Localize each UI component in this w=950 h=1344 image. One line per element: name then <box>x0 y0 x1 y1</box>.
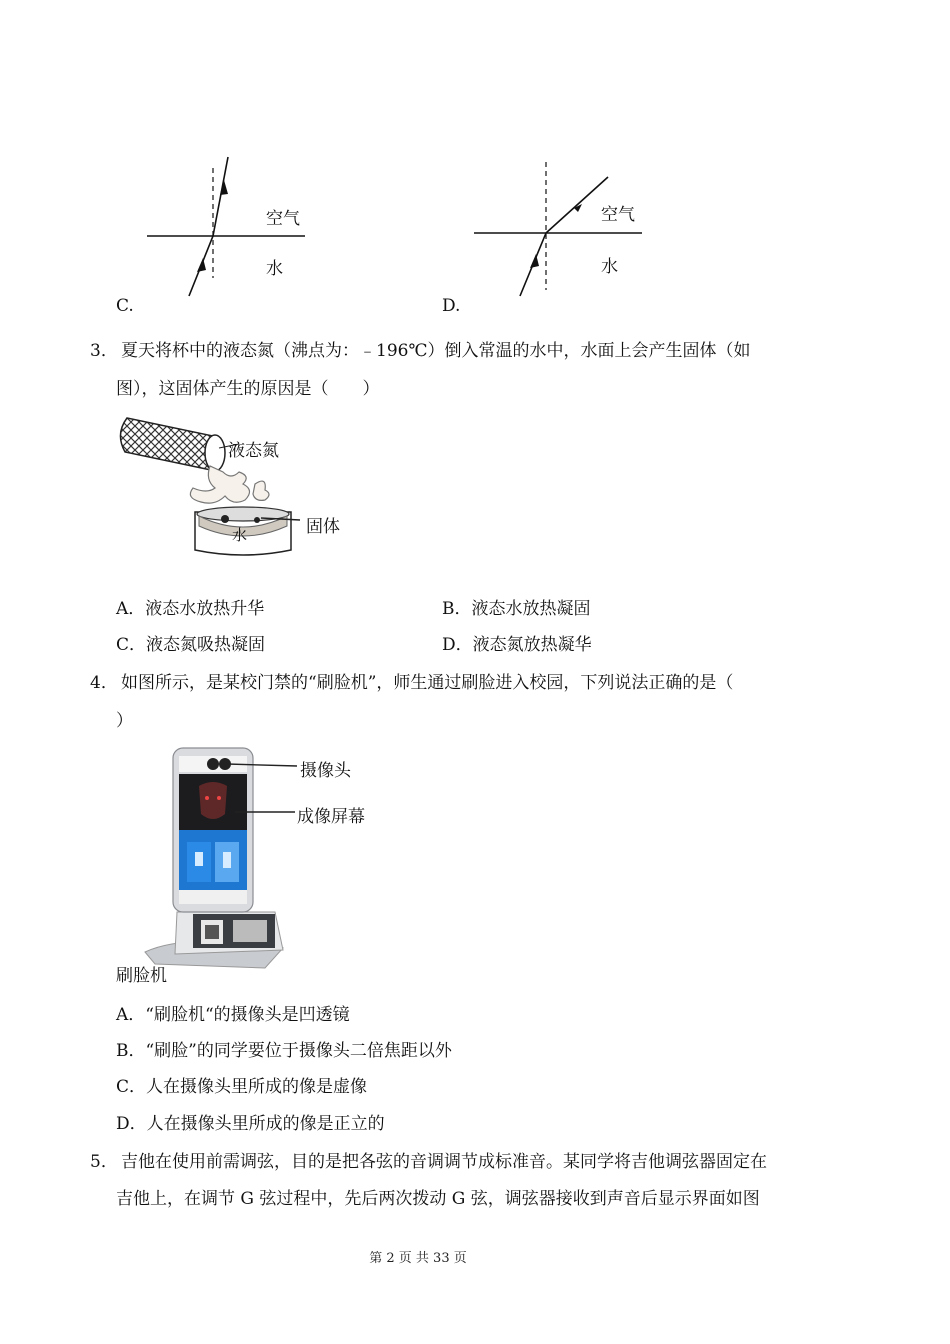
q4-stem-line2: ） <box>116 711 133 731</box>
q4-option-b[interactable]: B．“刷脸”的同学要位于摄像头二倍焦距以外 <box>116 1041 452 1061</box>
q3-label-water: 水 <box>232 526 248 544</box>
q3-option-a[interactable]: A．液态水放热升华 <box>116 599 265 619</box>
q2-option-d-letter: D. <box>442 296 461 316</box>
q2-option-d-diagram <box>470 150 650 300</box>
q3-stem-line1: 夏天将杯中的液态氮（沸点为：﹣196℃）倒入常温的水中，水面上会产生固体（如 <box>121 341 751 361</box>
refraction-diagram-d <box>470 150 650 300</box>
q3-label-solid: 固体 <box>306 517 340 537</box>
q4-number: 4． <box>90 673 118 693</box>
vapor-cloud <box>190 466 249 503</box>
arrow-head <box>220 180 228 195</box>
page-footer: 第 2 页 共 33 页 <box>369 1251 467 1266</box>
incident-ray <box>546 177 608 233</box>
q3-stem-line2: 图），这固体产生的原因是（ ） <box>116 379 380 399</box>
q5-number: 5． <box>90 1152 118 1172</box>
arrow-head <box>530 254 539 268</box>
cup-shape <box>120 418 225 471</box>
camera-lens <box>207 758 219 770</box>
arrow-head <box>574 204 582 212</box>
q2-d-air-label: 空气 <box>601 205 635 225</box>
q3-label-liquid-nitrogen: 液态氮 <box>228 441 279 461</box>
q3-option-d[interactable]: D．液态氮放热凝华 <box>442 635 592 655</box>
q4-label-machine: 刷脸机 <box>116 966 167 986</box>
q4-option-c[interactable]: C．人在摄像头里所成的像是虚像 <box>116 1077 368 1097</box>
q3-option-b[interactable]: B．液态水放热凝固 <box>442 599 591 619</box>
q4-option-d[interactable]: D．人在摄像头里所成的像是正立的 <box>116 1114 385 1134</box>
q5-stem-line1: 吉他在使用前需调弦，目的是把各弦的音调调节成标准音。某同学将吉他调弦器固定在 <box>121 1152 767 1172</box>
incident-ray <box>213 157 228 236</box>
q2-option-c-letter: C. <box>116 296 134 316</box>
q3-option-c[interactable]: C．液态氮吸热凝固 <box>116 635 266 655</box>
q3-number: 3． <box>90 341 118 361</box>
q4-label-camera: 摄像头 <box>300 761 351 781</box>
arrow-head <box>197 258 206 272</box>
q4-option-a[interactable]: A．“刷脸机“的摄像头是凹透镜 <box>116 1005 350 1025</box>
q2-c-water-label: 水 <box>266 259 283 279</box>
q2-c-air-label: 空气 <box>266 209 300 229</box>
q2-d-water-label: 水 <box>601 257 618 277</box>
q5-stem-line2: 吉他上，在调节 G 弦过程中，先后两次拨动 G 弦，调弦器接收到声音后显示界面如图 <box>116 1189 760 1209</box>
q4-stem-line1: 如图所示，是某校门禁的“刷脸机”，师生通过刷脸进入校园，下列说法正确的是（ <box>121 673 734 693</box>
q4-label-screen: 成像屏幕 <box>297 807 365 827</box>
